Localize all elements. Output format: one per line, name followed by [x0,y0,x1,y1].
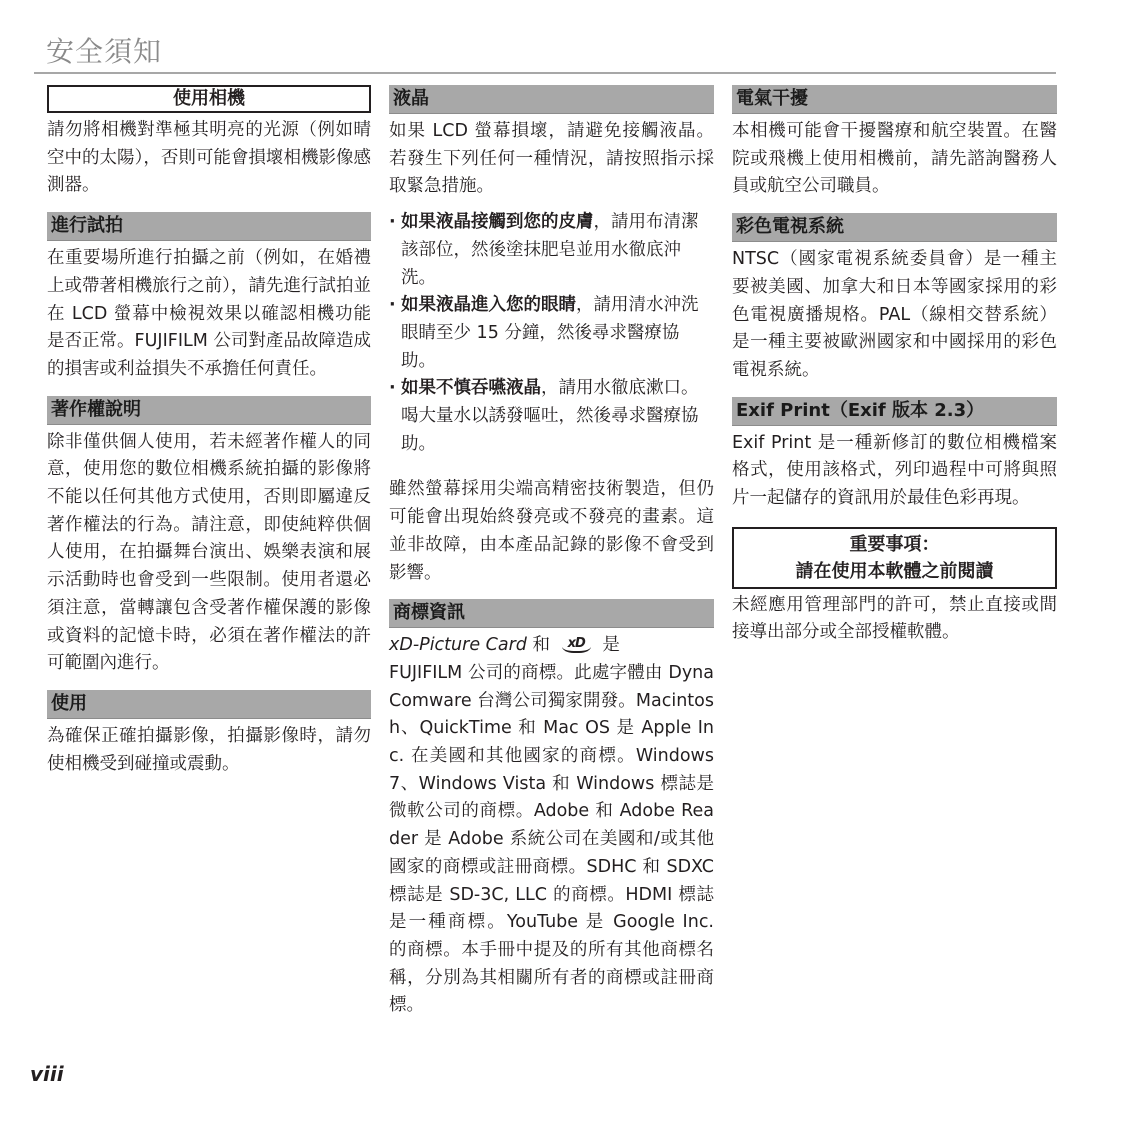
paragraph-test-shots: 在重要場所進行拍攝之前（例如，在婚禮上或帶著相機旅行之前），請先進行試拍並在 LCD 螢幕中檢視效果以確認相機功能是否正常。FUJIFILM 公司對產品故障造成的損害或利益損失不承擔任何責任。 [47,248,371,379]
paragraph-interference: 本相機可能會干擾醫療和航空裝置。在醫院或飛機上使用相機前，請先諮詢醫務人員或航空公司職員。 [732,121,1057,197]
list-item [389,375,714,458]
section-heading-test-shots: 進行試拍 [47,212,371,241]
paragraph-lcd-pixels: 雖然螢幕採用尖端高精密技術製造，但仍可能會出現始終發亮或不發亮的畫素。這並非故障，由本產品記錄的影像不會受到影響。 [389,479,714,583]
list-item-text: ，請用清水沖洗眼睛至少 15 分鐘，然後尋求醫療協助。 [401,295,699,371]
important-notice-box [732,527,1057,589]
section-heading-copyright: 著作權說明 [47,396,371,425]
list-item-bold: 如果液晶進入您的眼睛 [401,295,576,316]
lcd-emergency-list [389,209,714,458]
list-item [389,292,714,375]
paragraph-tv-systems: NTSC（國家電視系統委員會）是一種主要被美國、加拿大和日本等國家採用的彩色電視廣播規格。PAL（線相交替系統）是一種主要被歐洲國家和中國採用的彩色電視系統。 [732,249,1057,380]
paragraph-handling: 為確保正確拍攝影像，拍攝影像時，請勿使相機受到碰撞或震動。 [47,725,371,774]
section-heading-handling: 使用 [47,690,371,719]
title-divider [34,72,1056,74]
trademark-and: 和 [532,635,550,656]
paragraph-copyright: 除非僅供個人使用，若未經著作權人的同意，使用您的數位相機系統拍攝的影像將不能以任何其他方式使用，否則即屬違反著作權法的行為。請注意，即使純粹供個人使用，在拍攝舞台演出、娛樂表演和展示活動時也會受到一些限制。使用者還必須注意，當轉讓包含受著作權保護的影像或資料的記憶卡時，必須在著作權法的許可範圍內進行。 [47,431,371,674]
page-title: 安全須知 [46,35,163,68]
trademark-is: 是 [602,635,620,656]
page-number: viii [30,1062,64,1086]
list-item [389,209,714,292]
section-heading-tv-systems: 彩色電視系統 [732,213,1057,242]
paragraph-camera: 請勿將相機對準極其明亮的光源（例如晴空中的太陽），否則可能會損壞相機影像感測器。 [47,120,371,196]
list-item-bold: 如果液晶接觸到您的皮膚 [401,212,594,233]
section-heading-exif: Exif Print（Exif 版本 2.3） [732,397,1057,426]
section-heading-lcd: 液晶 [389,85,714,114]
column-right [732,85,1057,655]
notice-subtitle: 請在使用本軟體之前閱讀 [795,560,994,582]
paragraph-exif: Exif Print 是一種新修訂的數位相機檔案格式，使用該格式，列印過程中可將與照片一起儲存的資訊用於最佳色彩再現。 [732,432,1057,509]
notice-title: 重要事項： [849,533,940,555]
list-item-bold: 如果不慎吞嚥液晶 [401,378,541,399]
column-middle [389,85,714,1028]
xd-logo-icon: xD [562,637,591,653]
list-item-text: ，請用布清潔該部位，然後塗抹肥皂並用水徹底沖洗。 [401,212,699,288]
list-item-text: ，請用水徹底漱口。喝大量水以誘發嘔吐，然後尋求醫療協助。 [401,378,699,454]
column-left [47,85,371,786]
paragraph-notice: 未經應用管理部門的許可，禁止直接或間接導出部分或全部授權軟體。 [732,594,1057,643]
section-heading-interference: 電氣干擾 [732,85,1057,114]
section-heading-camera: 使用相機 [47,85,371,113]
section-heading-trademarks: 商標資訊 [389,599,714,628]
trademark-xd-name: xD-Picture Card [389,635,527,656]
trademark-body: FUJIFILM 公司的商標。此處字體由 DynaComware 台灣公司獨家開發。Macintosh、QuickTime 和 Mac OS 是 Apple Inc. 在美國和其他國家的商標。Windows 7、Windows Vista 和 Windows 標誌是微軟公司的商標。Adobe 和 Adobe Reader 是 Adobe 系統公司在美國和/或其他國家的商標或註冊商標。SDHC 和 SDXC 標誌是 SD-3C, LLC 的商標。HDMI 標誌是一種商標。YouTube 是 Google Inc. 的商標。本手冊中提及的所有其他商標名稱，分別為其相關所有者的商標或註冊商標。 [389,662,714,1016]
paragraph-lcd: 如果 LCD 螢幕損壞，請避免接觸液晶。若發生下列任何一種情況，請按照指示採取緊急措施。 [389,121,714,197]
paragraph-trademarks [389,632,714,1020]
